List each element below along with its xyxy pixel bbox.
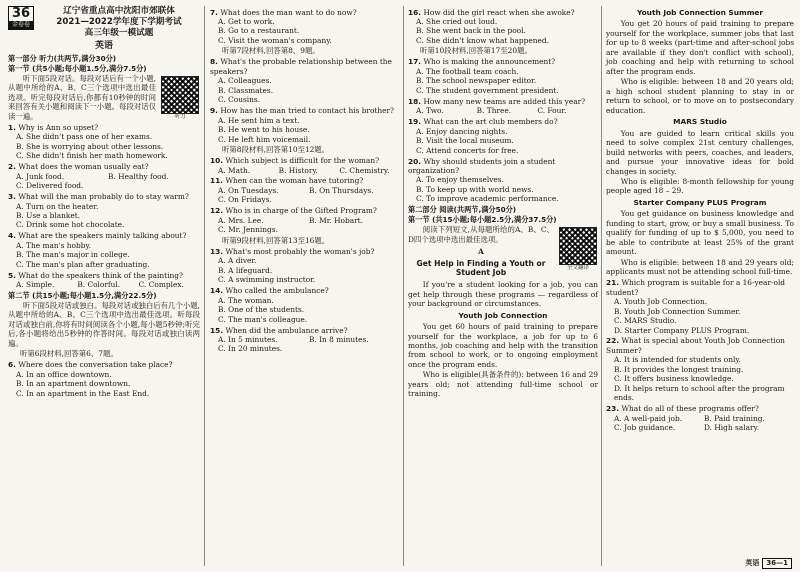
option: B. Mr. Hobart.	[309, 215, 363, 225]
question: 20. Why should students join a student organization? A. To enjoy themselves. B. To keep up with world news. C. To improve academic performance.	[408, 157, 598, 204]
qr-code-block	[160, 76, 200, 121]
column-rule	[601, 6, 602, 566]
instructions: 听下面5段对话。每段对话后有一个小题,从题中所给的A、B、C三个选项中选出最佳选项。听完每段对话后,你都有10秒钟的时间来回答有关小题和阅读下一小题。每段对话仅读一遍。	[8, 73, 156, 121]
question-stem: Who is making the announcement?	[423, 57, 556, 67]
option: C. On Fridays.	[218, 195, 272, 205]
question-stem: Which program is suitable for a 16-year-old student?	[606, 278, 786, 297]
qr-caption: 全文翻译	[566, 265, 589, 272]
passage-letter: A	[478, 247, 484, 257]
question: 22. What is special about Youth Job Connection Summer? A. It is intended for students only. B. It provides the longest training. C. It offers business knowledge. D. It helps return to school after the program ends.	[606, 336, 794, 402]
option: C. In 20 minutes.	[218, 344, 283, 354]
qr-caption: 听力	[174, 113, 186, 120]
option: B. The man's major in college.	[16, 250, 130, 260]
column-4	[606, 6, 794, 433]
option: A. The football team coach.	[416, 66, 519, 76]
program-body: You are guided to learn critical skills you need to solve complex 21st century challenges, build networks with peers, coaches, and leaders, and pursue your innovative ideas for bold changes in society.	[606, 128, 794, 176]
question: 6. Where does the conversation take place? A. In an office downtown. B. In an apartment downtown. C. In an apartment in the East End.	[8, 360, 200, 398]
option: A. On Tuesdays.	[218, 185, 279, 195]
option: A. Get to work.	[218, 16, 275, 26]
question-stem: Which subject is difficult for the woman?	[225, 156, 380, 166]
option: B. Use a blanket.	[16, 211, 81, 221]
option: A. A well-paid job.	[614, 413, 683, 423]
title-line: 2021—2022学年度下学期考试	[56, 17, 182, 27]
badge-label: 金卷卷	[9, 21, 33, 29]
question-stem: Why should students join a student organization?	[408, 156, 556, 175]
page-footer	[745, 558, 792, 569]
passage-intro: If you're a student looking for a job, you can get help through these programs — regardless of your background or circumstances.	[408, 280, 598, 309]
question: 15. When did the ambulance arrive? A. In 5 minutes. B. In 8 minutes. C. In 20 minutes.	[210, 326, 400, 354]
option: B. Colorful.	[77, 280, 121, 290]
question: 10. Which subject is difficult for the woman? A. Math. B. History. C. Chemistry.	[210, 156, 400, 175]
question-stem: How has the man tried to contact his brother?	[220, 106, 395, 116]
column-3	[408, 6, 598, 400]
exam-title	[38, 6, 200, 39]
question: 11. When can the woman have tutoring? A. On Tuesdays. B. On Thursdays. C. On Fridays.	[210, 176, 400, 204]
question-stem: When did the ambulance arrive?	[225, 325, 348, 335]
question-stem: How many new teams are added this year?	[423, 96, 586, 106]
question: 21. Which program is suitable for a 16-year-old student? A. Youth Job Connection. B. Youth Job Connection Summer. C. MARS Studio. D. Starter Company PLUS Program.	[606, 278, 794, 335]
option: A. In an office downtown.	[16, 369, 112, 379]
question-stem: What can the art club members do?	[423, 117, 558, 127]
option: C. A swimming instructor.	[218, 275, 316, 285]
option: A. Youth Job Connection.	[614, 297, 708, 307]
option: B. Youth Job Connection Summer.	[614, 306, 741, 316]
program-eligibility: Who is eligible: between 18 and 29 years old; applicants must not be attending school full-time.	[606, 257, 794, 277]
option: C. Visit the woman's company.	[218, 35, 332, 45]
option: A. The woman.	[218, 295, 274, 305]
option: A. He sent him a text.	[218, 115, 300, 125]
question-stem: Who is in charge of the Gifted Program?	[225, 206, 377, 216]
option: C. Delivered food.	[16, 181, 84, 191]
program-eligibility: Who is eligible: 8-month fellowship for young people aged 18 – 29.	[606, 176, 794, 196]
question: 3. What will the man probably do to stay warm? A. Turn on the heater. B. Use a blanket. C. Drink some hot chocolate.	[8, 192, 200, 230]
program-body: You get 60 hours of paid training to prepare yourself for the workplace, a job for up to 6 months, job coaching and help with the transition from school to work, or to ongoing employment once the program ends.	[408, 322, 598, 369]
listening-note: 听第7段材料,回答第8、9题。	[222, 46, 320, 56]
question: 18. How many new teams are added this year? A. Two. B. Three. C. Four.	[408, 97, 598, 116]
question-stem: What's the probable relationship between the speakers?	[210, 57, 392, 76]
question-stem: When can the woman have tutoring?	[225, 176, 364, 186]
option: B. To keep up with world news.	[416, 184, 534, 194]
option: B. Visit the local museum.	[416, 136, 514, 146]
option: B. She is worrying about other lessons.	[16, 141, 164, 151]
program-body: You get 20 hours of paid training to prepare yourself for the workplace, summer jobs that last for up to 8 weeks (part-time and after-school jobs are available if they don't conflict with school), job coaching and help with returning to school after the program ends.	[606, 19, 794, 76]
option: D. Starter Company PLUS Program.	[614, 325, 750, 335]
question-stem: What are the speakers mainly talking about?	[18, 231, 187, 241]
question: 19. What can the art club members do? A. Enjoy dancing nights. B. Visit the local museum. C. Attend concerts for free.	[408, 117, 598, 155]
question-stem: What does the man want to do now?	[220, 7, 357, 17]
section-title: 第一节 (共5小题;每小题1.5分,满分7.5分)	[8, 63, 147, 73]
option: B. A lifeguard.	[218, 265, 273, 275]
option: B. He went to his house.	[218, 125, 310, 135]
badge-number: 36	[11, 6, 31, 21]
option: B. Go to a restaurant.	[218, 26, 300, 36]
option: D. It helps return to school after the program ends.	[614, 383, 785, 403]
option: B. On Thursdays.	[309, 185, 374, 195]
option: C. It offers business knowledge.	[614, 374, 734, 384]
option: B. Paid training.	[704, 413, 765, 423]
question: 9. How has the man tried to contact his brother? A. He sent him a text. B. He went to his house. C. He left him voicemail.	[210, 106, 400, 144]
option: A. To enjoy themselves.	[416, 175, 504, 185]
question: 5. What do the speakers think of the painting? A. Simple. B. Colorful. C. Complex.	[8, 271, 200, 290]
question-stem: Where does the conversation take place?	[18, 360, 173, 370]
title-line: 辽宁省重点高中沈阳市郊联体	[63, 6, 175, 16]
option: B. History.	[278, 165, 318, 175]
option: B. Healthy food.	[108, 171, 169, 181]
option: A. Math.	[218, 165, 251, 175]
question-stem: What do all of these programs offer?	[621, 404, 759, 414]
option: C. Complex.	[138, 280, 184, 290]
qr-code-icon	[559, 227, 597, 265]
question-stem: Why is Ann so upset?	[18, 122, 99, 132]
option: A. Turn on the heater.	[16, 201, 99, 211]
option: A. The man's hobby.	[16, 240, 92, 250]
question: 2. What does the woman usually eat? A. Junk food. B. Healthy food. C. Delivered food.	[8, 162, 200, 190]
option: C. Job guidance.	[614, 423, 676, 433]
instructions: 听下面5段对话或独白。每段对话或独白后有几个小题,从题中所给的A、B、C三个选项中选出最佳选项。听每段对话或独白前,你将有时间阅读各个小题,每小题5秒钟;听完后,各小题将给出5秒钟的作答时间。每段对话或独白读两遍。	[8, 300, 200, 348]
question-stem: What will the man probably do to stay warm?	[18, 192, 189, 202]
program-name: Starter Company PLUS Program	[633, 197, 767, 207]
question-stem: How did the girl react when she awoke?	[423, 7, 575, 17]
column-rule	[403, 6, 404, 566]
question-stem: What's most probably the woman's job?	[225, 246, 375, 256]
option: D. High salary.	[704, 423, 760, 433]
question: 7. What does the man want to do now? A. Get to work. B. Go to a restaurant. C. Visit the woman's company.	[210, 8, 400, 46]
program-eligibility: Who is eligible(具备条件的): between 16 and 29 years old; not attending full-time school or training.	[408, 370, 598, 399]
option: C. Mr. Jennings.	[218, 225, 278, 235]
option: C. Drink some hot chocolate.	[16, 220, 125, 230]
option: B. In an apartment downtown.	[16, 379, 131, 389]
program-name: MARS Studio	[673, 117, 727, 127]
option: B. In 8 minutes.	[309, 334, 369, 344]
question-stem: Who called the ambulance?	[225, 286, 329, 296]
option: C. She didn't finish her math homework.	[16, 151, 168, 161]
listening-note: 听第8段材料,回答第10至12题。	[222, 145, 330, 155]
listening-note: 听第6段材料,回答第6、7题。	[20, 349, 118, 359]
exam-header	[8, 6, 200, 39]
question: 23. What do all of these programs offer? A. A well-paid job. B. Paid training. C. Job guidance. D. High salary.	[606, 404, 794, 432]
option: A. Mrs. Lee.	[218, 215, 264, 225]
option: A. A diver.	[218, 256, 257, 266]
option: C. To improve academic performance.	[416, 194, 559, 204]
option: C. Four.	[537, 106, 567, 116]
option: B. Three.	[476, 106, 512, 116]
question: 1. Why is Ann so upset? A. She didn't pass one of her exams. B. She is worrying about other lessons. C. She didn't finish her math homework.	[8, 123, 200, 161]
option: A. Two.	[416, 106, 444, 116]
program-body: You get guidance on business knowledge and funding to start, grow, or buy a small business. To qualify for funding of up to $ 5,000, you need to be able to contribute at least 25% of the grant amount.	[606, 209, 794, 257]
question-stem: What do the speakers think of the painting?	[18, 270, 183, 280]
title-line: 高三年级一模试题	[84, 28, 154, 38]
option: B. It provides the longest training.	[614, 364, 744, 374]
option: A. It is intended for students only.	[614, 355, 741, 365]
footer-subject: 英语	[745, 559, 760, 568]
option: C. The man's plan after graduating.	[16, 259, 150, 269]
option: C. In an apartment in the East End.	[16, 388, 150, 398]
question-stem: What does the woman usually eat?	[18, 162, 149, 172]
question: 8. What's the probable relationship between the speakers? A. Colleagues. B. Classmates. C. Cousins.	[210, 57, 400, 104]
option: B. She went back in the pool.	[416, 26, 526, 36]
passage-title: Get Help in Finding a Youth or Student Job	[416, 258, 546, 278]
option: C. Chemistry.	[339, 165, 390, 175]
qr-code-block	[558, 227, 598, 272]
listening-note: 听第9段材料,回答第13至16题。	[222, 235, 330, 245]
option: A. Enjoy dancing nights.	[416, 126, 508, 136]
question: 17. Who is making the announcement? A. The football team coach. B. The school newspaper editor. C. The student government president.	[408, 57, 598, 95]
section-title: 第二节 (共15小题;每小题1.5分,满分22.5分)	[8, 290, 157, 300]
question: 13. What's most probably the woman's job? A. A diver. B. A lifeguard. C. A swimming instructor.	[210, 247, 400, 285]
option: C. Cousins.	[218, 95, 261, 105]
question: 12. Who is in charge of the Gifted Program? A. Mrs. Lee. B. Mr. Hobart. C. Mr. Jennings.	[210, 206, 400, 234]
option: A. She didn't pass one of her exams.	[16, 132, 153, 142]
option: C. He left him voicemail.	[218, 134, 311, 144]
column-rule	[204, 6, 205, 566]
option: C. The student government president.	[416, 85, 559, 95]
option: C. MARS Studio.	[614, 316, 677, 326]
option: B. The school newspaper editor.	[416, 76, 537, 86]
subject-title: 英语	[94, 41, 113, 51]
question: 4. What are the speakers mainly talking about? A. The man's hobby. B. The man's major in college. C. The man's plan after graduating.	[8, 231, 200, 269]
question: 16. How did the girl react when she awoke? A. She cried out loud. B. She went back in the pool. C. She didn't know what happened.	[408, 8, 598, 46]
program-name: Youth Job Connection	[458, 310, 548, 320]
option: B. One of the students.	[218, 305, 305, 315]
column-1	[8, 6, 200, 398]
option: C. She didn't know what happened.	[416, 35, 549, 45]
paper-badge	[8, 6, 34, 30]
program-eligibility: Who is eligible: between 18 and 20 years old; a high school student planning to stay in or return to school, or to move on to postsecondary education.	[606, 77, 794, 115]
column-2	[210, 6, 400, 354]
question: 14. Who called the ambulance? A. The woman. B. One of the students. C. The man's colleague.	[210, 286, 400, 324]
option: A. Junk food.	[16, 171, 65, 181]
qr-code-icon	[161, 76, 199, 114]
part-title: 第一部分 听力(共两节,满分30分)	[8, 53, 117, 63]
option: C. The man's colleague.	[218, 314, 308, 324]
instructions: 阅读下列短文,从每题所给的A、B、C、D四个选项中选出最佳选项。	[408, 225, 554, 244]
section-title: 第一节 (共15小题;每小题2.5分,满分37.5分)	[408, 215, 557, 225]
part-title: 第二部分 阅读(共两节,满分50分)	[408, 204, 517, 214]
question-stem: What is special about Youth Job Connection Summer?	[606, 336, 785, 355]
option: A. Colleagues.	[218, 76, 272, 86]
program-name: Youth Job Connection Summer	[636, 8, 764, 17]
listening-note: 听第10段材料,回答第17至20题。	[420, 46, 532, 56]
option: A. She cried out loud.	[416, 16, 498, 26]
option: A. In 5 minutes.	[218, 334, 278, 344]
option: A. Simple.	[16, 280, 55, 290]
option: C. Attend concerts for free.	[416, 145, 519, 155]
page-number: 36—1	[762, 558, 792, 569]
option: B. Classmates.	[218, 85, 274, 95]
